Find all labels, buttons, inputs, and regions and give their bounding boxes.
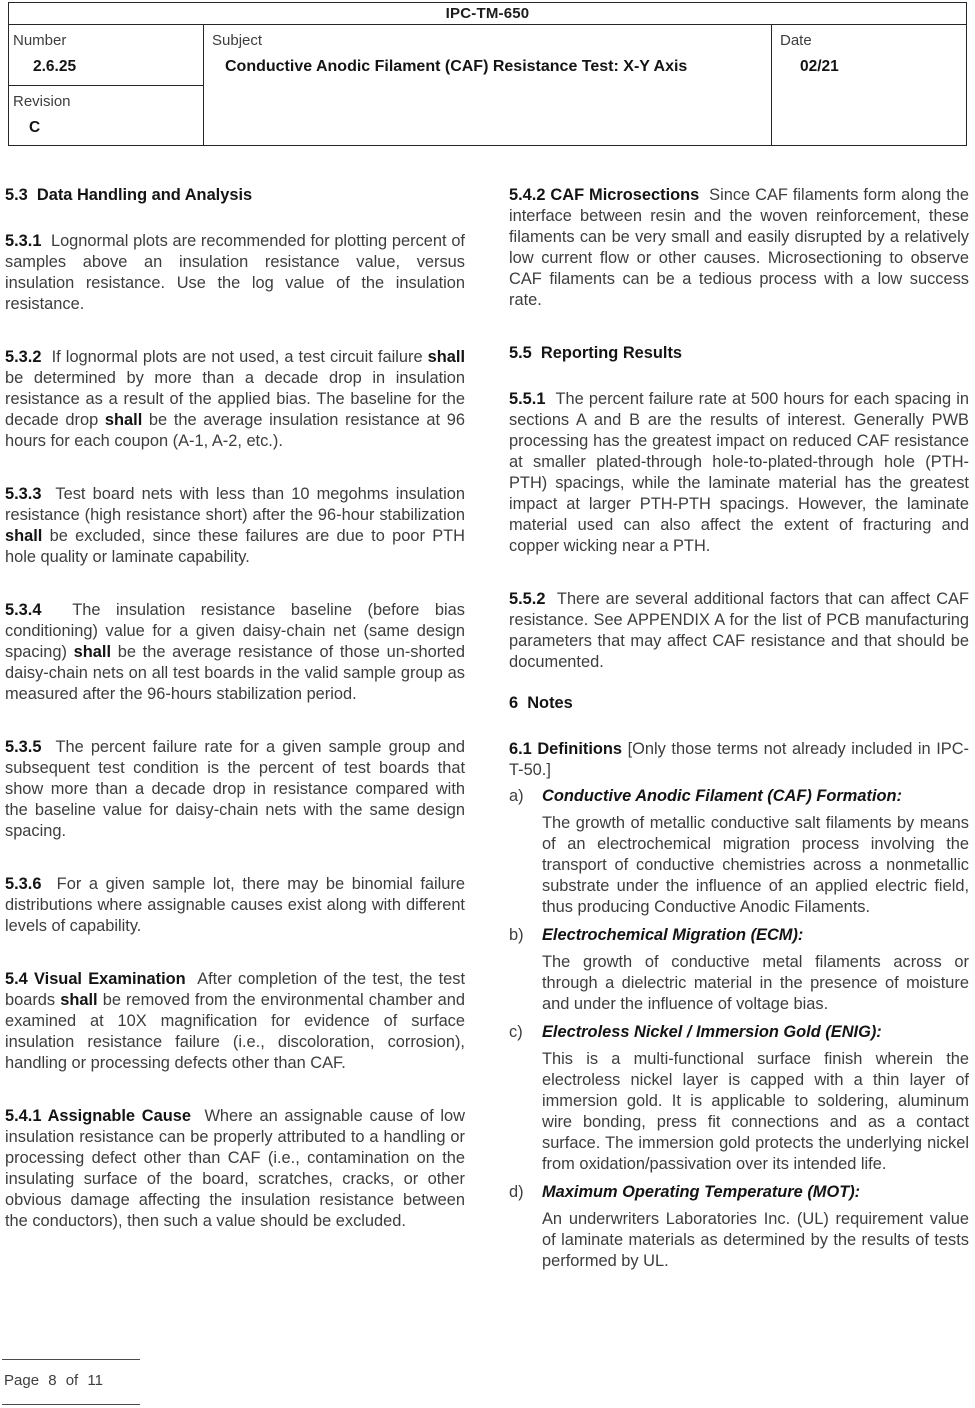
- date-value: 02/21: [800, 58, 839, 75]
- date-label: Date: [780, 32, 812, 49]
- revision-label: Revision: [13, 93, 71, 110]
- paragraph: 6.1 Definitions [Only those terms not already included in IPC-T-50.]: [509, 740, 969, 779]
- header-cell-number-revision: [9, 25, 204, 145]
- header-cell-subject: [204, 25, 771, 145]
- page-number: Page 8 of 11: [4, 1372, 103, 1389]
- paragraph: 5.3.4 The insulation resistance baseline (before bias conditioning) value for a given daisy-chain net (same design spacing) shall be the average resistance of those un-shorted daisy-chain nets on all test boards in the valid sample group as measured after the 96-hours stabilization period.: [5, 601, 465, 703]
- number-label: Number: [13, 32, 67, 49]
- definition-body: An underwriters Laboratories Inc. (UL) requirement value of laminate materials as determined by the results of tests performed by UL.: [542, 1210, 969, 1270]
- definition-label: c): [509, 1023, 523, 1041]
- definition-term: Electroless Nickel / Immersion Gold (ENIG):: [542, 1023, 882, 1041]
- paragraph: 5.3.2 If lognormal plots are not used, a test circuit failure shall be determined by more than a decade drop in insulation resistance as a result of the applied bias. The baseline for the decade drop shall be the average insulation resistance at 96 hours for each coupon (A-1, A-2, etc.).: [5, 348, 465, 450]
- definition-content: [542, 925, 969, 1015]
- paragraph: 5.3.6 For a given sample lot, there may be binomial failure distributions where assignable causes exist along with different levels of capability.: [5, 875, 465, 935]
- revision-value: C: [29, 119, 41, 136]
- document-header-table: [8, 2, 967, 146]
- paragraph: 5.3.1 Lognormal plots are recommended for plotting percent of samples above an insulation resistance value, versus insulation resistance. Use the log value of the insulation resistance.: [5, 232, 465, 313]
- paragraph: 5.5.1 The percent failure rate at 500 hours for each spacing in sections A and B are the results of interest. Generally PWB processing has the greatest impact on reduced CAF resistance at smaller plated-through hole-to-plated-through hole (PTH-PTH) spacings, while the laminate material has the greatest impact at larger PTH-PTH spacings. However, the laminate material used can also affect the extent of fracturing and copper wicking near a PTH.: [509, 390, 969, 555]
- definition-item: [509, 1022, 969, 1175]
- left-column: [5, 185, 465, 1279]
- document-body: [5, 185, 968, 1279]
- definition-content: [542, 786, 969, 918]
- section-heading: 5.5 Reporting Results: [509, 344, 683, 362]
- definition-item: [509, 1182, 969, 1272]
- paragraph: 5.5.2 There are several additional factors that can affect CAF resistance. See APPENDIX A for the list of PCB manufacturing parameters that may affect CAF resistance and that should be documented.: [509, 590, 969, 671]
- definition-body: This is a multi-functional surface finish wherein the electroless nickel layer is capped with a thin layer of immersion gold. It is applicable to soldering, aluminum wire bonding, press fit connections and as a contact surface. The immersion gold protects the underlying nickel from oxidation/passivation over its intended life.: [542, 1050, 969, 1173]
- header-cell-date: [771, 25, 966, 145]
- header-cell-number: [9, 25, 203, 86]
- right-column: [509, 185, 969, 1279]
- definition-label: d): [509, 1183, 524, 1201]
- subject-value: Conductive Anodic Filament (CAF) Resistance Test: X-Y Axis: [225, 58, 688, 75]
- paragraph: 5.4 Visual Examination After completion of the test, the test boards shall be removed from the environmental chamber and examined at 10X magnification for evidence of surface insulation resistance failure (i.e., discoloration, corrosion), handling or processing defects other than CAF.: [5, 970, 466, 1072]
- header-cell-revision: [9, 86, 203, 145]
- number-value: 2.6.25: [33, 58, 77, 75]
- definition-term: Maximum Operating Temperature (MOT):: [542, 1183, 861, 1201]
- definition-item: [509, 925, 969, 1015]
- footer-rule-bottom: [2, 1404, 140, 1405]
- paragraph: 5.3.5 The percent failure rate for a given sample group and subsequent test condition is the percent of test boards that show more than a decade drop in resistance compared with the baseline value for daisy-chain nets with the same design spacing.: [5, 738, 465, 840]
- header-grid: [9, 25, 966, 145]
- paragraph: 5.4.1 Assignable Cause Where an assignable cause of low insulation resistance can be properly attributed to a handling or processing defect other than CAF (i.e., contamination on the insulating surface of the board, scratches, cracks, or other obvious damage affecting the insulation resistance between the conductors), then such a value should be excluded.: [5, 1107, 465, 1230]
- definition-content: [542, 1022, 969, 1175]
- section-heading: 6 Notes: [509, 694, 573, 712]
- paragraph: 5.3.3 Test board nets with less than 10 megohms insulation resistance (high resistance short) after the 96-hour stabilization shall be excluded, since these failures are due to poor PTH hole quality or laminate capability.: [5, 485, 465, 566]
- definition-item: [509, 786, 969, 918]
- subject-label: Subject: [212, 32, 263, 49]
- section-heading: 5.3 Data Handling and Analysis: [5, 186, 253, 204]
- definition-label: b): [509, 926, 524, 944]
- definition-content: [542, 1182, 969, 1272]
- definition-label: a): [509, 787, 524, 805]
- definition-body: The growth of metallic conductive salt filaments by means of an electrochemical migration process involving the transport of conductive chemistries across a nonmetallic substrate under the influence of an applied electric field, thus producing Conductive Anodic Filaments.: [542, 814, 969, 916]
- definition-body: The growth of conductive metal filaments across or through a dielectric material in the presence of moisture and under the influence of voltage bias.: [542, 953, 969, 1013]
- paragraph: 5.4.2 CAF Microsections Since CAF filaments form along the interface between resin and the woven reinforcement, these filaments can be very small and easily disrupted by a relatively low current flow or other causes. Microsectioning to observe CAF filaments can be a tedious process with a low success rate.: [509, 186, 969, 309]
- footer-rule-top: [2, 1359, 140, 1360]
- definition-term: Conductive Anodic Filament (CAF) Formation:: [542, 787, 902, 805]
- definition-term: Electrochemical Migration (ECM):: [542, 926, 804, 944]
- document-title: IPC-TM-650: [9, 3, 966, 25]
